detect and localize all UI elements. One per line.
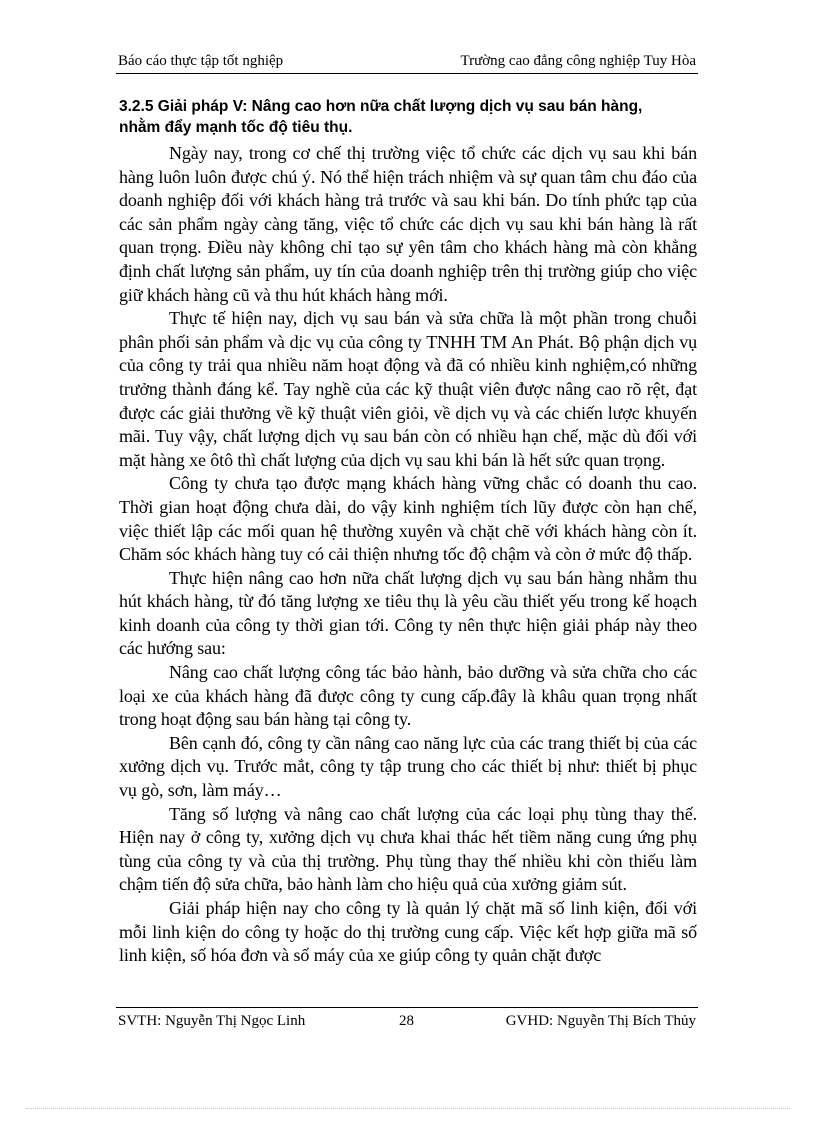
paragraph-1: Ngày nay, trong cơ chế thị trường việc tổ chức các dịch vụ sau khi bán hàng luôn luôn được chú ý. Nó thể hiện trách nhiệm và sự quan tâm chu đáo của doanh nghiệp đối với khách hàng trả trước và sau khi bán. Do tính phức tạp của các sản phẩm ngày càng tăng, việc tổ chức các dịch vụ sau khi bán hàng là rất quan trọng. Điều này không chỉ tạo sự yên tâm cho khách hàng mà còn khẳng định chất lượng sản phẩm, uy tín của doanh nghiệp trên thị trường giúp cho việc giữ khách hàng cũ và thu hút khách hàng mới. [119,143,697,305]
header-report-title: Báo cáo thực tập tốt nghiệp [118,53,284,69]
footer-student-name: SVTH: Nguyễn Thị Ngọc Linh [118,1013,306,1029]
section-heading: 3.2.5 Giải pháp V: Nâng cao hơn nữa chất lượng dịch vụ sau bán hàng, nhằm đẩy mạnh tốc độ tiêu thụ. [119,98,643,136]
header-school-name: Trường cao đẳng công nghiệp Tuy Hòa [460,53,696,69]
page-number: 28 [399,1013,414,1029]
paragraph-5: Nâng cao chất lượng công tác bảo hành, bảo dưỡng và sửa chữa cho các loại xe của khách hàng đã được công ty cung cấp.đây là khâu quan trọng nhất trong hoạt động sau bán hàng tại công ty. [119,662,697,730]
page-body [119,96,697,968]
page-footer [116,1007,698,1032]
paragraph-3: Công ty chưa tạo được mạng khách hàng vững chắc có doanh thu cao. Thời gian hoạt động chưa dài, do vậy kinh nghiệm tích lũy được còn hạn chế, việc thiết lập các mối quan hệ thường xuyên và chặt chẽ với khách hàng còn ít. Chăm sóc khách hàng tuy có cải thiện nhưng tốc độ chậm và còn ở mức độ thấp. [119,473,697,565]
page-header [116,51,698,74]
page-break-divider [26,1108,790,1109]
paragraph-2: Thực tế hiện nay, dịch vụ sau bán và sửa chữa là một phần trong chuỗi phân phối sản phẩm và dịc vụ của công ty TNHH TM An Phát. Bộ phận dịch vụ của công ty trải qua nhiều năm hoạt động và đã có nhiều kinh nghiệm,có những trưởng thành đáng kể. Tay nghề của các kỹ thuật viên được nâng cao rõ rệt, đạt được các giải thưởng về kỹ thuật viên giỏi, về dịch vụ và các chiến lược khuyến mãi. Tuy vậy, chất lượng dịch vụ sau bán còn có nhiều hạn chế, mặc dù đối với mặt hàng xe ôtô thì chất lượng của dịch vụ sau khi bán là hết sức quan trọng. [119,308,697,470]
paragraph-6: Bên cạnh đó, công ty cần nâng cao năng lực của các trang thiết bị của các xưởng dịch vụ. Trước mắt, công ty tập trung cho các thiết bị như: thiết bị phục vụ gò, sơn, làm máy… [119,732,697,801]
paragraph-8: Giải pháp hiện nay cho công ty là quản lý chặt mã số linh kiện, đối với mỗi linh kiện do công ty hoặc do thị trường cung cấp. Việc kết hợp giữa mã số linh kiện, số hóa đơn và số máy của xe giúp công ty quản chặt được [119,898,697,966]
footer-supervisor-name: GVHD: Nguyễn Thị Bích Thủy [505,1013,696,1029]
paragraph-7: Tăng số lượng và nâng cao chất lượng của các loại phụ tùng thay thế. Hiện nay ở công ty, xưởng dịch vụ chưa khai thác hết tiềm năng cung ứng phụ tùng của công ty và của thị trường. Phụ tùng thay thế nhiều khi còn thiếu làm chậm tiến độ sửa chữa, bảo hành làm cho hiệu quả của xưởng giảm sút. [119,803,697,895]
paragraph-4: Thực hiện nâng cao hơn nữa chất lượng dịch vụ sau bán hàng nhằm thu hút khách hàng, từ đó tăng lượng xe tiêu thụ là yêu cầu thiết yếu trong kế hoạch kinh doanh của công ty thời gian tới. Công ty nên thực hiện giải pháp này theo các hướng sau: [119,567,697,659]
